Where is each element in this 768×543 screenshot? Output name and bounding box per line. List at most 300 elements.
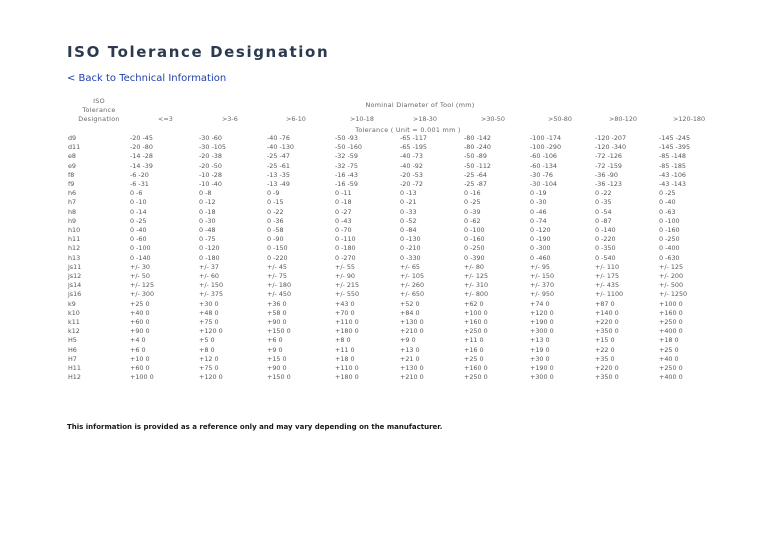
table-row <box>68 235 719 244</box>
tolerance-value-cell: +190 0 <box>530 318 554 327</box>
table-row <box>68 290 719 299</box>
tolerance-designation-cell: k9 <box>68 299 76 308</box>
tolerance-value-cell: 0 -250 <box>659 235 680 244</box>
tolerance-designation-cell: H7 <box>68 354 77 363</box>
tolerance-value-cell: 0 -14 <box>130 207 147 216</box>
tolerance-value-cell: +21 0 <box>400 354 420 363</box>
tolerance-value-cell: 0 -330 <box>400 253 421 262</box>
tolerance-designation-cell: H5 <box>68 336 77 345</box>
tolerance-value-cell: -50 -93 <box>335 134 358 142</box>
tolerance-value-cell: 0 -48 <box>199 226 216 235</box>
column-header: >80-120 <box>609 115 637 123</box>
tolerance-value-cell: 0 -87 <box>595 216 612 225</box>
tolerance-designation-cell: H11 <box>68 364 81 373</box>
tolerance-designation-cell: js11 <box>68 262 82 271</box>
tolerance-designation-cell: d11 <box>68 143 81 152</box>
tolerance-value-cell: -43 -143 <box>659 180 686 189</box>
tolerance-value-cell: +40 0 <box>659 354 679 363</box>
tolerance-value-cell: +8 0 <box>335 336 351 345</box>
tolerance-designation-cell: js16 <box>68 290 82 299</box>
tolerance-value-cell: +36 0 <box>267 299 287 308</box>
tolerance-value-cell: +110 0 <box>335 318 359 327</box>
tolerance-value-cell: 0 -100 <box>659 216 680 225</box>
tolerance-value-cell: +/- 1250 <box>659 290 688 299</box>
tolerance-value-cell: +62 0 <box>464 299 484 308</box>
tolerance-value-cell: 0 -540 <box>595 253 616 262</box>
tolerance-value-cell: +220 0 <box>595 364 619 373</box>
tolerance-value-cell: +/- 215 <box>335 281 360 290</box>
tolerance-value-cell: 0 -33 <box>400 207 417 216</box>
tolerance-value-cell: 0 -52 <box>400 216 417 225</box>
tolerance-value-cell: 0 -140 <box>130 253 151 262</box>
column-header: >50-80 <box>548 115 572 123</box>
tolerance-value-cell: +150 0 <box>267 373 291 382</box>
tolerance-value-cell: 0 -160 <box>464 235 485 244</box>
tolerance-designation-cell: f8 <box>68 170 75 179</box>
tolerance-designation-cell: h9 <box>68 216 77 225</box>
tolerance-value-cell: +25 0 <box>659 345 679 354</box>
table-row <box>68 143 719 152</box>
tolerance-value-cell: +160 0 <box>464 318 488 327</box>
tolerance-value-cell: +100 0 <box>130 373 154 382</box>
table-row <box>68 198 719 207</box>
tolerance-value-cell: 0 -58 <box>267 226 284 235</box>
tolerance-value-cell: +250 0 <box>659 318 683 327</box>
tolerance-value-cell: +40 0 <box>130 308 150 317</box>
column-header: >6-10 <box>286 115 306 123</box>
tolerance-value-cell: +300 0 <box>530 373 554 382</box>
tolerance-value-cell: 0 -180 <box>199 253 220 262</box>
tolerance-value-cell: +/- 175 <box>595 272 620 281</box>
tolerance-designation-cell: f9 <box>68 180 75 189</box>
tolerance-value-cell: +/- 125 <box>464 272 489 281</box>
tolerance-value-cell: 0 -39 <box>464 207 481 216</box>
tolerance-value-cell: +/- 310 <box>464 281 489 290</box>
tolerance-value-cell: +30 0 <box>199 299 219 308</box>
tolerance-value-cell: 0 -250 <box>464 244 485 253</box>
tolerance-value-cell: -40 -130 <box>267 143 294 152</box>
tolerance-value-cell: +30 0 <box>530 354 550 363</box>
tolerance-designation-cell: H6 <box>68 345 77 354</box>
tolerance-value-cell: +87 0 <box>595 299 615 308</box>
tolerance-value-cell: +60 0 <box>130 318 150 327</box>
nominal-diameter-header: Nominal Diameter of Tool (mm) <box>365 101 475 109</box>
tolerance-value-cell: +11 0 <box>464 336 484 345</box>
column-header: >18-30 <box>413 115 437 123</box>
tolerance-value-cell: 0 -36 <box>267 216 284 225</box>
tolerance-value-cell: 0 -140 <box>595 226 616 235</box>
tolerance-value-cell: +6 0 <box>267 336 283 345</box>
tolerance-value-cell: +/- 500 <box>659 281 684 290</box>
tolerance-value-cell: +/- 550 <box>335 290 360 299</box>
tolerance-value-cell: +/- 200 <box>659 272 684 281</box>
table-row <box>68 272 719 281</box>
tolerance-value-cell: -50 -89 <box>464 152 487 161</box>
tolerance-value-cell: 0 -300 <box>530 244 551 253</box>
tolerance-value-cell: +58 0 <box>267 308 287 317</box>
tolerance-value-cell: +/- 180 <box>267 281 292 290</box>
tolerance-value-cell: 0 -75 <box>199 235 216 244</box>
tolerance-value-cell: +90 0 <box>267 364 287 373</box>
tolerance-value-cell: +160 0 <box>464 364 488 373</box>
tolerance-value-cell: 0 -30 <box>530 198 547 207</box>
tolerance-value-cell: +/- 50 <box>130 272 150 281</box>
tolerance-value-cell: -14 -39 <box>130 161 153 170</box>
tolerance-value-cell: +4 0 <box>130 336 146 345</box>
tolerance-value-cell: 0 -11 <box>335 189 352 198</box>
tolerance-value-cell: +100 0 <box>659 299 683 308</box>
tolerance-value-cell: +/- 800 <box>464 290 489 299</box>
table-row <box>68 217 719 226</box>
tolerance-designation-cell: h6 <box>68 189 77 198</box>
table-row <box>68 281 719 290</box>
tolerance-value-cell: +/- 30 <box>130 262 150 271</box>
tolerance-value-cell: -10 -40 <box>199 180 222 189</box>
tolerance-value-cell: 0 -100 <box>130 244 151 253</box>
tolerance-designation-cell: h12 <box>68 244 81 253</box>
tolerance-value-cell: 0 -190 <box>530 235 551 244</box>
page-title: ISO Tolerance Designation <box>67 43 330 61</box>
tolerance-value-cell: 0 -390 <box>464 253 485 262</box>
tolerance-value-cell: -40 -92 <box>400 161 423 170</box>
tolerance-designation-cell: e8 <box>68 152 76 161</box>
table-row <box>68 244 719 253</box>
column-header: >30-50 <box>481 115 505 123</box>
tolerance-value-cell: +/- 45 <box>267 262 287 271</box>
tolerance-value-cell: -36 -90 <box>595 170 618 179</box>
tolerance-value-cell: 0 -25 <box>464 198 481 207</box>
tolerance-value-cell: +13 0 <box>400 345 420 354</box>
tolerance-designation-cell: h8 <box>68 207 77 216</box>
tolerance-value-cell: +25 0 <box>464 354 484 363</box>
tolerance-value-cell: -20 -72 <box>400 180 423 189</box>
tolerance-value-cell: 0 -220 <box>595 235 616 244</box>
tolerance-value-cell: +18 0 <box>335 354 355 363</box>
table-row <box>68 162 719 171</box>
tolerance-value-cell: +/- 150 <box>199 281 224 290</box>
tolerance-value-cell: -6 -31 <box>130 180 149 189</box>
table-row <box>68 318 719 327</box>
tolerance-designation-cell: k11 <box>68 318 80 327</box>
tolerance-value-cell: -6 -20 <box>130 170 149 179</box>
tolerance-value-cell: +/- 55 <box>335 262 355 271</box>
tolerance-value-cell: -20 -53 <box>400 170 423 179</box>
table-row <box>68 336 719 345</box>
table-row <box>68 134 719 143</box>
tolerance-value-cell: 0 -62 <box>464 216 481 225</box>
tolerance-value-cell: +/- 375 <box>199 290 224 299</box>
tolerance-value-cell: 0 -10 <box>130 198 147 207</box>
tolerance-value-cell: 0 -12 <box>199 198 216 207</box>
column-header: <=3 <box>158 115 173 123</box>
tolerance-value-cell: 0 -18 <box>335 198 352 207</box>
tolerance-value-cell: -25 -87 <box>464 180 487 189</box>
tolerance-value-cell: 0 -70 <box>335 226 352 235</box>
tolerance-value-cell: +22 0 <box>595 345 615 354</box>
tolerance-designation-cell: js12 <box>68 272 82 281</box>
tolerance-value-cell: +6 0 <box>130 345 146 354</box>
tolerance-value-cell: 0 -90 <box>267 235 284 244</box>
tolerance-value-cell: 0 -25 <box>130 216 147 225</box>
tolerance-value-cell: 0 -60 <box>130 235 147 244</box>
tolerance-designation-cell: d9 <box>68 134 77 142</box>
table-row <box>68 226 719 235</box>
tolerance-value-cell: +70 0 <box>335 308 355 317</box>
tolerance-designation-cell: h13 <box>68 253 81 262</box>
tolerance-value-cell: +48 0 <box>199 308 219 317</box>
tolerance-value-cell: +180 0 <box>335 373 359 382</box>
tolerance-value-cell: 0 -25 <box>659 189 676 198</box>
tolerance-value-cell: -20 -45 <box>130 134 153 142</box>
table-row <box>68 254 719 263</box>
tolerance-value-cell: +9 0 <box>267 345 283 354</box>
tolerance-value-cell: +15 0 <box>267 354 287 363</box>
tolerance-value-cell: -120 -340 <box>595 143 627 152</box>
tolerance-value-cell: -30 -76 <box>530 170 553 179</box>
tolerance-value-cell: -20 -38 <box>199 152 222 161</box>
tolerance-value-cell: -65 -195 <box>400 143 427 152</box>
iso-header-line: Designation <box>78 115 120 123</box>
tolerance-value-cell: +/- 300 <box>130 290 155 299</box>
tolerance-value-cell: 0 -46 <box>530 207 547 216</box>
tolerance-value-cell: -25 -61 <box>267 161 290 170</box>
tolerance-value-cell: -60 -106 <box>530 152 557 161</box>
tolerance-value-cell: +120 0 <box>530 308 554 317</box>
tolerance-value-cell: -25 -47 <box>267 152 290 161</box>
tolerance-designation-cell: e9 <box>68 161 76 170</box>
tolerance-value-cell: -120 -207 <box>595 134 627 142</box>
tolerance-value-cell: +300 0 <box>530 327 554 336</box>
tolerance-value-cell: +11 0 <box>335 345 355 354</box>
tolerance-value-cell: +120 0 <box>199 327 223 336</box>
column-header: >10-18 <box>350 115 374 123</box>
table-row <box>68 180 719 189</box>
tolerance-value-cell: +84 0 <box>400 308 420 317</box>
tolerance-value-cell: -13 -35 <box>267 170 290 179</box>
tolerance-value-cell: +75 0 <box>199 364 219 373</box>
tolerance-value-cell: 0 -150 <box>267 244 288 253</box>
tolerance-value-cell: 0 -210 <box>400 244 421 253</box>
tolerance-value-cell: +180 0 <box>335 327 359 336</box>
tolerance-value-cell: +250 0 <box>464 327 488 336</box>
column-header: >120-180 <box>673 115 706 123</box>
tolerance-value-cell: -13 -49 <box>267 180 290 189</box>
tolerance-value-cell: +250 0 <box>464 373 488 382</box>
tolerance-value-cell: +220 0 <box>595 318 619 327</box>
tolerance-value-cell: -40 -76 <box>267 134 290 142</box>
tolerance-value-cell: -30 -105 <box>199 143 226 152</box>
table-row <box>68 263 719 272</box>
tolerance-value-cell: 0 -16 <box>464 189 481 198</box>
tolerance-value-cell: 0 -160 <box>659 226 680 235</box>
tolerance-value-cell: +/- 110 <box>595 262 620 271</box>
tolerance-value-cell: 0 -84 <box>400 226 417 235</box>
tolerance-value-cell: -85 -148 <box>659 152 686 161</box>
tolerance-value-cell: 0 -35 <box>595 198 612 207</box>
tolerance-value-cell: +/- 125 <box>659 262 684 271</box>
table-row <box>68 355 719 364</box>
tolerance-value-cell: +/- 650 <box>400 290 425 299</box>
tolerance-value-cell: +9 0 <box>400 336 416 345</box>
table-row <box>68 300 719 309</box>
tolerance-value-cell: 0 -9 <box>267 189 280 198</box>
tolerance-value-cell: +/- 37 <box>199 262 219 271</box>
table-row <box>68 189 719 198</box>
tolerance-value-cell: +8 0 <box>199 345 215 354</box>
tolerance-value-cell: 0 -100 <box>464 226 485 235</box>
tolerance-designation-cell: h11 <box>68 235 81 244</box>
tolerance-value-cell: +/- 65 <box>400 262 420 271</box>
tolerance-designation-cell: h7 <box>68 198 77 207</box>
tolerance-value-cell: +210 0 <box>400 373 424 382</box>
tolerance-value-cell: -32 -59 <box>335 152 358 161</box>
tolerance-value-cell: -30 -60 <box>199 134 222 142</box>
tolerance-value-cell: -14 -28 <box>130 152 153 161</box>
tolerance-value-cell: +90 0 <box>130 327 150 336</box>
tolerance-value-cell: -16 -59 <box>335 180 358 189</box>
tolerance-value-cell: +75 0 <box>199 318 219 327</box>
tolerance-value-cell: -50 -112 <box>464 161 491 170</box>
tolerance-value-cell: 0 -54 <box>595 207 612 216</box>
tolerance-value-cell: +60 0 <box>130 364 150 373</box>
column-header: >3-6 <box>222 115 238 123</box>
tolerance-value-cell: +350 0 <box>595 373 619 382</box>
tolerance-value-cell: -85 -185 <box>659 161 686 170</box>
tolerance-value-cell: +10 0 <box>130 354 150 363</box>
tolerance-value-cell: 0 -8 <box>199 189 212 198</box>
tolerance-value-cell: +25 0 <box>130 299 150 308</box>
tolerance-designation-cell: H12 <box>68 373 81 382</box>
tolerance-table-body <box>68 134 719 382</box>
tolerance-value-cell: -72 -126 <box>595 152 622 161</box>
tolerance-value-cell: +/- 370 <box>530 281 555 290</box>
tolerance-unit-header: Tolerance ( Unit = 0.001 mm ) <box>355 126 461 134</box>
tolerance-value-cell: +35 0 <box>595 354 615 363</box>
tolerance-value-cell: 0 -21 <box>400 198 417 207</box>
tolerance-value-cell: +250 0 <box>659 364 683 373</box>
tolerance-value-cell: -43 -106 <box>659 170 686 179</box>
tolerance-value-cell: -60 -134 <box>530 161 557 170</box>
tolerance-value-cell: +160 0 <box>659 308 683 317</box>
tolerance-value-cell: +13 0 <box>530 336 550 345</box>
tolerance-value-cell: +/- 950 <box>530 290 555 299</box>
tolerance-value-cell: +120 0 <box>199 373 223 382</box>
tolerance-value-cell: 0 -350 <box>595 244 616 253</box>
tolerance-value-cell: +130 0 <box>400 364 424 373</box>
tolerance-value-cell: 0 -180 <box>335 244 356 253</box>
tolerance-value-cell: 0 -110 <box>335 235 356 244</box>
tolerance-value-cell: 0 -43 <box>335 216 352 225</box>
tolerance-value-cell: +74 0 <box>530 299 550 308</box>
tolerance-value-cell: +19 0 <box>530 345 550 354</box>
tolerance-value-cell: -80 -240 <box>464 143 491 152</box>
tolerance-designation-cell: k12 <box>68 327 80 336</box>
tolerance-value-cell: 0 -40 <box>130 226 147 235</box>
tolerance-value-cell: -32 -75 <box>335 161 358 170</box>
tolerance-value-cell: +400 0 <box>659 327 683 336</box>
tolerance-value-cell: -80 -142 <box>464 134 491 142</box>
tolerance-value-cell: -30 -104 <box>530 180 557 189</box>
tolerance-value-cell: +/- 95 <box>530 262 550 271</box>
tolerance-value-cell: +16 0 <box>464 345 484 354</box>
tolerance-table <box>68 134 719 382</box>
tolerance-value-cell: +12 0 <box>199 354 219 363</box>
tolerance-value-cell: +/- 105 <box>400 272 425 281</box>
tolerance-value-cell: -50 -160 <box>335 143 362 152</box>
tolerance-value-cell: 0 -13 <box>400 189 417 198</box>
table-row <box>68 309 719 318</box>
table-row <box>68 208 719 217</box>
table-row <box>68 327 719 336</box>
tolerance-value-cell: +15 0 <box>595 336 615 345</box>
tolerance-value-cell: +140 0 <box>595 308 619 317</box>
tolerance-value-cell: +350 0 <box>595 327 619 336</box>
table-row <box>68 373 719 382</box>
tolerance-value-cell: +150 0 <box>267 327 291 336</box>
tolerance-value-cell: 0 -15 <box>267 198 284 207</box>
tolerance-value-cell: +5 0 <box>199 336 215 345</box>
tolerance-designation-cell: k10 <box>68 308 80 317</box>
tolerance-value-cell: +/- 150 <box>530 272 555 281</box>
tolerance-designation-cell: h10 <box>68 226 81 235</box>
tolerance-value-cell: -65 -117 <box>400 134 427 142</box>
tolerance-value-cell: 0 -30 <box>199 216 216 225</box>
tolerance-value-cell: -16 -43 <box>335 170 358 179</box>
tolerance-value-cell: -10 -28 <box>199 170 222 179</box>
tolerance-value-cell: -40 -73 <box>400 152 423 161</box>
tolerance-value-cell: +190 0 <box>530 364 554 373</box>
tolerance-value-cell: 0 -130 <box>400 235 421 244</box>
tolerance-value-cell: +90 0 <box>267 318 287 327</box>
tolerance-value-cell: 0 -460 <box>530 253 551 262</box>
tolerance-value-cell: +110 0 <box>335 364 359 373</box>
tolerance-value-cell: 0 -120 <box>199 244 220 253</box>
tolerance-value-cell: -20 -80 <box>130 143 153 152</box>
tolerance-value-cell: 0 -27 <box>335 207 352 216</box>
tolerance-value-cell: -25 -64 <box>464 170 487 179</box>
tolerance-designation-cell: js14 <box>68 281 82 290</box>
disclaimer-note: This information is provided as a reference only and may vary depending on the manufacturer. <box>67 423 443 431</box>
tolerance-value-cell: -72 -159 <box>595 161 622 170</box>
tolerance-value-cell: -145 -395 <box>659 143 691 152</box>
tolerance-value-cell: 0 -22 <box>595 189 612 198</box>
tolerance-value-cell: +/- 450 <box>267 290 292 299</box>
iso-header-line: ISO <box>93 97 105 105</box>
table-row <box>68 346 719 355</box>
tolerance-value-cell: +/- 435 <box>595 281 620 290</box>
back-link[interactable]: < Back to Technical Information <box>67 73 227 84</box>
tolerance-value-cell: 0 -220 <box>267 253 288 262</box>
iso-header <box>68 97 130 124</box>
tolerance-value-cell: 0 -19 <box>530 189 547 198</box>
tolerance-value-cell: +/- 60 <box>199 272 219 281</box>
tolerance-value-cell: -145 -245 <box>659 134 691 142</box>
tolerance-value-cell: 0 -40 <box>659 198 676 207</box>
tolerance-value-cell: +/- 1100 <box>595 290 624 299</box>
tolerance-value-cell: -100 -290 <box>530 143 562 152</box>
tolerance-value-cell: 0 -63 <box>659 207 676 216</box>
table-row <box>68 171 719 180</box>
tolerance-value-cell: -20 -50 <box>199 161 222 170</box>
iso-header-line: Tolerance <box>82 106 116 114</box>
tolerance-value-cell: +/- 260 <box>400 281 425 290</box>
tolerance-value-cell: 0 -120 <box>530 226 551 235</box>
tolerance-value-cell: +210 0 <box>400 327 424 336</box>
tolerance-value-cell: 0 -74 <box>530 216 547 225</box>
tolerance-value-cell: +400 0 <box>659 373 683 382</box>
tolerance-value-cell: +/- 90 <box>335 272 355 281</box>
tolerance-value-cell: 0 -6 <box>130 189 143 198</box>
